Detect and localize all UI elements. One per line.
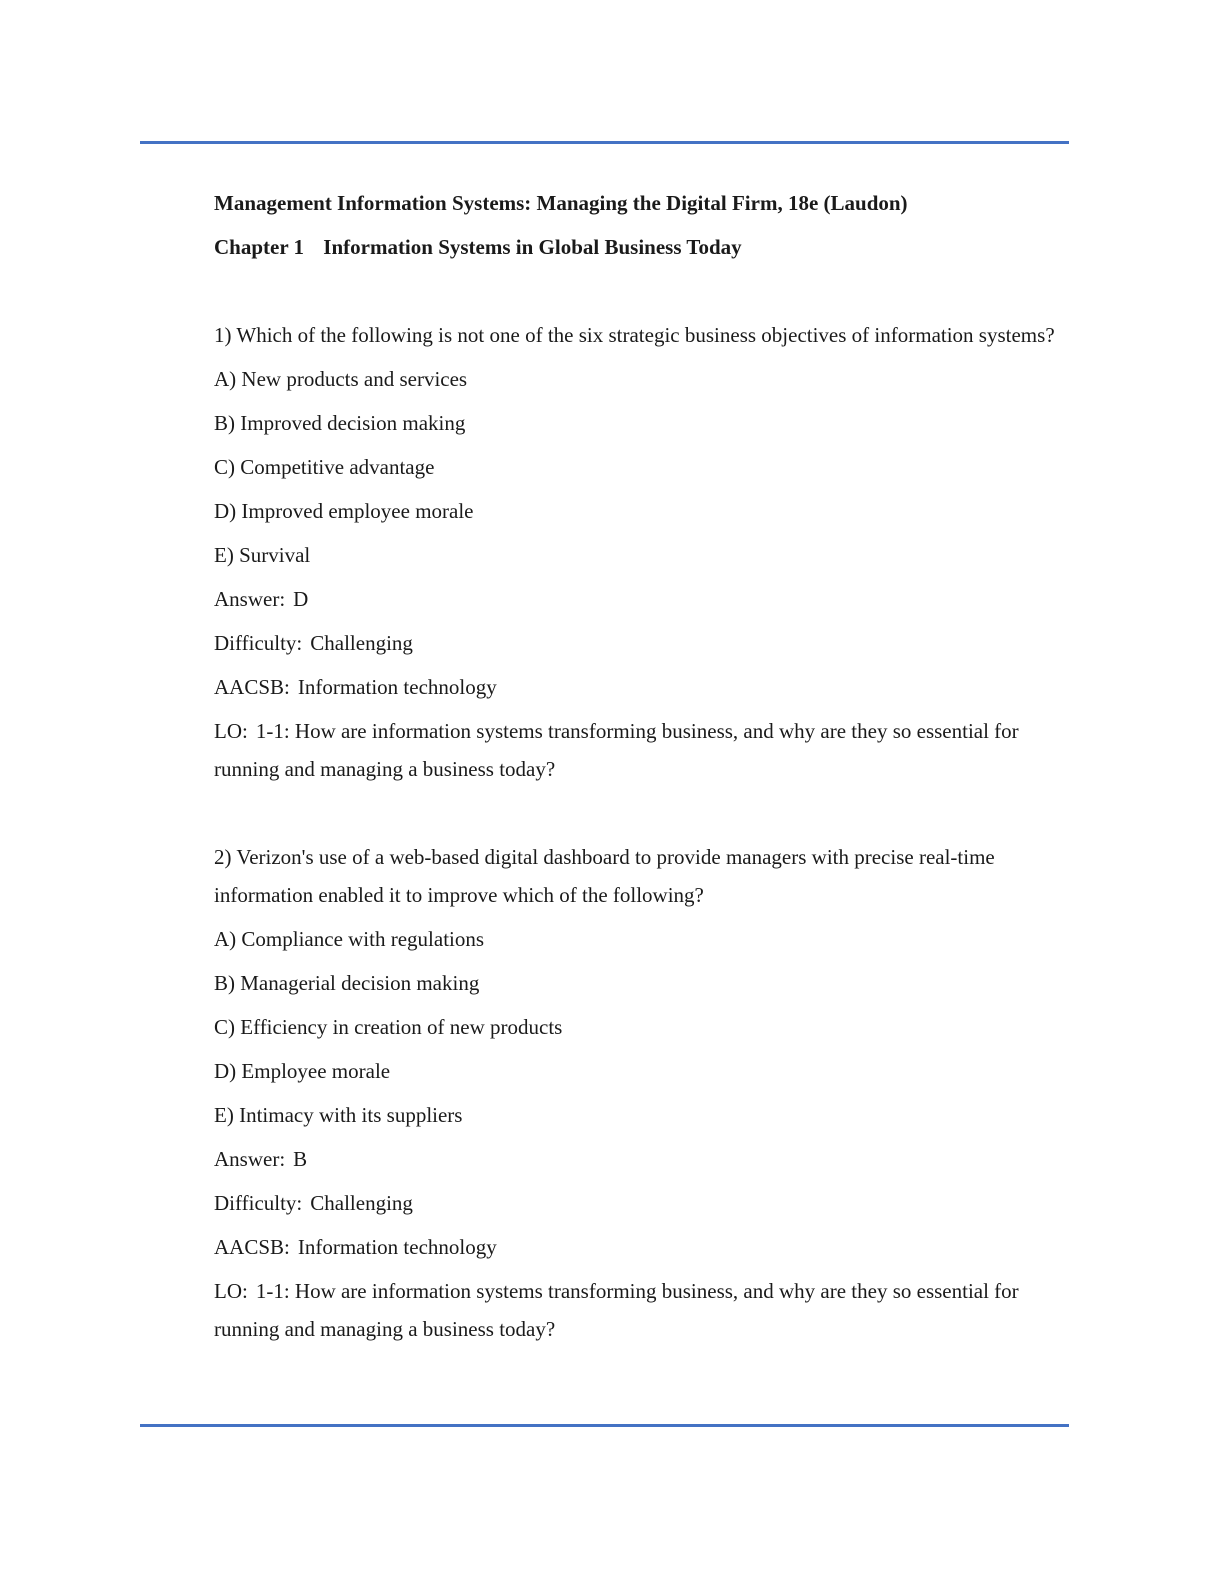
question-number: 2) <box>214 845 232 869</box>
option-letter: D) <box>214 499 237 523</box>
option-text: New products and services <box>241 367 468 391</box>
aacsb-line <box>214 1228 1064 1266</box>
option-b <box>214 964 1064 1002</box>
option-letter: D) <box>214 1059 237 1083</box>
question-1 <box>214 316 1064 788</box>
option-text: Survival <box>239 543 311 567</box>
answer-label: Answer: <box>214 587 286 611</box>
option-letter: A) <box>214 927 237 951</box>
option-a <box>214 920 1064 958</box>
answer-label: Answer: <box>214 1147 286 1171</box>
lo-label: LO: <box>214 1279 248 1303</box>
option-text: Compliance with regulations <box>241 927 485 951</box>
book-title: Management Information Systems: Managing the Digital Firm, 18e (Laudon) <box>214 191 908 215</box>
aacsb-value: Information technology <box>297 1235 497 1259</box>
difficulty-value: Challenging <box>310 1191 413 1215</box>
option-c <box>214 1008 1064 1046</box>
chapter-title: Information Systems in Global Business Today <box>323 235 742 259</box>
aacsb-label: AACSB: <box>214 1235 290 1259</box>
question-prompt: Which of the following is not one of the six strategic business objectives of information systems? <box>236 323 1055 347</box>
chapter-heading <box>214 228 1064 266</box>
option-d <box>214 492 1064 530</box>
difficulty-value: Challenging <box>310 631 413 655</box>
difficulty-label: Difficulty: <box>214 631 303 655</box>
question-number: 1) <box>214 323 232 347</box>
aacsb-value: Information technology <box>297 675 497 699</box>
option-letter: B) <box>214 971 235 995</box>
question-2 <box>214 838 1064 1348</box>
option-letter: C) <box>214 1015 235 1039</box>
option-text: Improved employee morale <box>241 499 474 523</box>
answer-value: D <box>293 587 309 611</box>
answer-line <box>214 580 1064 618</box>
header-rule <box>140 141 1069 144</box>
difficulty-line <box>214 624 1064 662</box>
option-c <box>214 448 1064 486</box>
option-text: Managerial decision making <box>240 971 480 995</box>
option-letter: C) <box>214 455 235 479</box>
lo-label: LO: <box>214 719 248 743</box>
chapter-number: Chapter 1 <box>214 235 305 259</box>
option-a <box>214 360 1064 398</box>
answer-line <box>214 1140 1064 1178</box>
footer-rule <box>140 1424 1069 1427</box>
question-prompt: Verizon's use of a web-based digital dashboard to provide managers with precise real-time information enabled it to improve which of the following? <box>214 845 995 907</box>
option-text: Employee morale <box>241 1059 391 1083</box>
option-letter: E) <box>214 543 234 567</box>
lo-value: 1-1: How are information systems transforming business, and why are they so essential for running and managing a business today? <box>214 719 1019 781</box>
option-text: Competitive advantage <box>240 455 435 479</box>
option-letter: A) <box>214 367 237 391</box>
aacsb-line <box>214 668 1064 706</box>
aacsb-label: AACSB: <box>214 675 290 699</box>
option-d <box>214 1052 1064 1090</box>
option-e <box>214 1096 1064 1134</box>
option-letter: B) <box>214 411 235 435</box>
question-text <box>214 316 1064 354</box>
option-b <box>214 404 1064 442</box>
question-text <box>214 838 1064 914</box>
lo-value: 1-1: How are information systems transforming business, and why are they so essential for running and managing a business today? <box>214 1279 1019 1341</box>
option-text: Improved decision making <box>240 411 466 435</box>
document-body <box>214 184 1064 1354</box>
option-letter: E) <box>214 1103 234 1127</box>
option-text: Intimacy with its suppliers <box>239 1103 463 1127</box>
difficulty-label: Difficulty: <box>214 1191 303 1215</box>
lo-line <box>214 1272 1064 1348</box>
difficulty-line <box>214 1184 1064 1222</box>
lo-line <box>214 712 1064 788</box>
answer-value: B <box>293 1147 308 1171</box>
option-text: Efficiency in creation of new products <box>240 1015 563 1039</box>
option-e <box>214 536 1064 574</box>
